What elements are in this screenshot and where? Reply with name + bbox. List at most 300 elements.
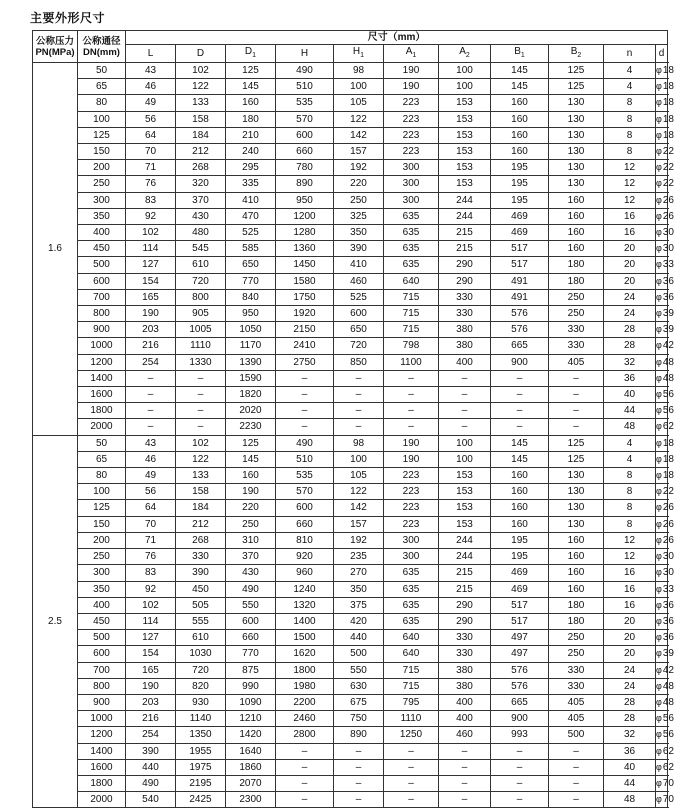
table-cell: 12 bbox=[604, 192, 656, 208]
dims-header: 尺寸（mm） bbox=[126, 31, 668, 45]
table-cell: 1400 bbox=[276, 613, 334, 629]
table-cell: 720 bbox=[176, 273, 226, 289]
table-cell: 1820 bbox=[226, 387, 276, 403]
table-cell: 890 bbox=[276, 176, 334, 192]
phi-symbol: φ bbox=[656, 275, 662, 286]
phi-symbol: φ bbox=[656, 389, 662, 400]
table-cell: 1210 bbox=[226, 711, 276, 727]
table-cell: 650 bbox=[226, 257, 276, 273]
table-cell: 24 bbox=[604, 678, 656, 694]
table-cell: 665 bbox=[491, 694, 549, 710]
table-cell: 290 bbox=[439, 273, 491, 289]
table-row bbox=[33, 532, 668, 548]
pn-group-cell: 2.5 bbox=[33, 435, 78, 808]
column-header: D bbox=[176, 45, 226, 63]
table-cell: φ36 bbox=[656, 289, 668, 305]
phi-symbol: φ bbox=[656, 227, 662, 238]
table-cell: 235 bbox=[334, 549, 384, 565]
table-cell: 715 bbox=[384, 662, 439, 678]
table-row bbox=[33, 79, 668, 95]
dn-header bbox=[78, 31, 126, 63]
phi-symbol: φ bbox=[656, 291, 662, 302]
table-cell: 800 bbox=[78, 678, 126, 694]
table-cell: 600 bbox=[226, 613, 276, 629]
table-cell: 576 bbox=[491, 678, 549, 694]
table-cell: – bbox=[384, 419, 439, 435]
table-cell: 125 bbox=[226, 63, 276, 79]
table-row bbox=[33, 225, 668, 241]
table-cell: 160 bbox=[491, 484, 549, 500]
phi-symbol: φ bbox=[656, 210, 662, 221]
table-cell: 400 bbox=[439, 694, 491, 710]
table-cell: – bbox=[276, 419, 334, 435]
table-row bbox=[33, 613, 668, 629]
table-cell: 98 bbox=[334, 63, 384, 79]
table-row bbox=[33, 306, 668, 322]
table-cell: 470 bbox=[226, 208, 276, 224]
table-cell: 28 bbox=[604, 338, 656, 354]
table-cell: – bbox=[334, 759, 384, 775]
table-cell: 24 bbox=[604, 289, 656, 305]
table-cell: 1200 bbox=[276, 208, 334, 224]
table-cell: 145 bbox=[226, 79, 276, 95]
table-cell: 1360 bbox=[276, 241, 334, 257]
table-cell: 1330 bbox=[176, 354, 226, 370]
table-cell: 122 bbox=[334, 484, 384, 500]
table-cell: 244 bbox=[439, 532, 491, 548]
table-cell: 216 bbox=[126, 338, 176, 354]
table-cell: 770 bbox=[226, 646, 276, 662]
table-cell: 300 bbox=[384, 532, 439, 548]
table-cell: 640 bbox=[384, 630, 439, 646]
table-cell: 330 bbox=[549, 662, 604, 678]
table-row bbox=[33, 759, 668, 775]
table-cell: φ26 bbox=[656, 516, 668, 532]
table-cell: 223 bbox=[384, 95, 439, 111]
table-cell: 190 bbox=[226, 484, 276, 500]
table-row bbox=[33, 95, 668, 111]
table-cell: 8 bbox=[604, 111, 656, 127]
table-cell: 610 bbox=[176, 257, 226, 273]
table-cell: φ56 bbox=[656, 403, 668, 419]
table-cell: 469 bbox=[491, 208, 549, 224]
table-cell: 330 bbox=[176, 549, 226, 565]
table-cell: 480 bbox=[176, 225, 226, 241]
table-cell: 2150 bbox=[276, 322, 334, 338]
table-cell: 1280 bbox=[276, 225, 334, 241]
table-cell: φ56 bbox=[656, 387, 668, 403]
table-cell: φ18 bbox=[656, 451, 668, 467]
table-cell: 125 bbox=[78, 500, 126, 516]
table-cell: 517 bbox=[491, 597, 549, 613]
table-cell: 570 bbox=[276, 111, 334, 127]
table-cell: 12 bbox=[604, 176, 656, 192]
table-cell: 127 bbox=[126, 630, 176, 646]
table-cell: 1800 bbox=[276, 662, 334, 678]
table-cell: – bbox=[439, 419, 491, 435]
column-header: n bbox=[604, 45, 656, 63]
table-cell: 102 bbox=[126, 225, 176, 241]
table-cell: – bbox=[491, 775, 549, 791]
table-cell: 24 bbox=[604, 306, 656, 322]
table-cell: 1500 bbox=[276, 630, 334, 646]
table-cell: 660 bbox=[276, 144, 334, 160]
table-cell: φ39 bbox=[656, 646, 668, 662]
table-cell: φ33 bbox=[656, 257, 668, 273]
table-cell: 400 bbox=[439, 711, 491, 727]
table-cell: 98 bbox=[334, 435, 384, 451]
table-row bbox=[33, 549, 668, 565]
table-cell: 145 bbox=[491, 79, 549, 95]
table-cell: 550 bbox=[334, 662, 384, 678]
table-cell: 20 bbox=[604, 630, 656, 646]
table-cell: 8 bbox=[604, 516, 656, 532]
table-cell: 184 bbox=[176, 127, 226, 143]
table-cell: 100 bbox=[78, 111, 126, 127]
table-cell: 40 bbox=[604, 759, 656, 775]
table-cell: – bbox=[276, 759, 334, 775]
table-cell: 64 bbox=[126, 500, 176, 516]
table-cell: 210 bbox=[226, 127, 276, 143]
table-cell: 497 bbox=[491, 646, 549, 662]
table-cell: 160 bbox=[491, 468, 549, 484]
table-cell: 160 bbox=[491, 516, 549, 532]
table-cell: 450 bbox=[176, 581, 226, 597]
table-cell: – bbox=[176, 419, 226, 435]
table-cell: 102 bbox=[176, 63, 226, 79]
table-cell: 20 bbox=[604, 273, 656, 289]
table-cell: 400 bbox=[78, 225, 126, 241]
table-cell: 600 bbox=[276, 500, 334, 516]
table-cell: 215 bbox=[439, 241, 491, 257]
table-cell: 100 bbox=[439, 435, 491, 451]
table-cell: 1250 bbox=[384, 727, 439, 743]
table-cell: 405 bbox=[549, 711, 604, 727]
table-cell: 330 bbox=[549, 678, 604, 694]
table-cell: 223 bbox=[384, 111, 439, 127]
table-cell: 65 bbox=[78, 79, 126, 95]
table-row bbox=[33, 678, 668, 694]
table-cell: 555 bbox=[176, 613, 226, 629]
table-cell: 300 bbox=[78, 565, 126, 581]
table-cell: 770 bbox=[226, 273, 276, 289]
table-cell: φ18 bbox=[656, 468, 668, 484]
table-cell: 223 bbox=[384, 468, 439, 484]
phi-symbol: φ bbox=[656, 551, 662, 562]
table-cell: 100 bbox=[334, 451, 384, 467]
table-cell: 100 bbox=[78, 484, 126, 500]
table-cell: 497 bbox=[491, 630, 549, 646]
table-cell: 1980 bbox=[276, 678, 334, 694]
table-cell: 570 bbox=[276, 484, 334, 500]
table-cell: 675 bbox=[334, 694, 384, 710]
table-cell: 215 bbox=[439, 565, 491, 581]
table-cell: 900 bbox=[491, 354, 549, 370]
table-cell: φ22 bbox=[656, 484, 668, 500]
table-cell: 216 bbox=[126, 711, 176, 727]
table-cell: 1050 bbox=[226, 322, 276, 338]
table-cell: φ62 bbox=[656, 759, 668, 775]
table-cell: 635 bbox=[384, 581, 439, 597]
table-cell: 517 bbox=[491, 257, 549, 273]
table-cell: 330 bbox=[439, 306, 491, 322]
table-cell: 430 bbox=[226, 565, 276, 581]
phi-symbol: φ bbox=[656, 356, 662, 367]
table-cell: 1200 bbox=[78, 727, 126, 743]
table-cell: – bbox=[276, 743, 334, 759]
table-cell: – bbox=[491, 387, 549, 403]
table-cell: 540 bbox=[126, 792, 176, 808]
table-row bbox=[33, 403, 668, 419]
table-cell: 83 bbox=[126, 192, 176, 208]
table-cell: 1240 bbox=[276, 581, 334, 597]
table-cell: φ18 bbox=[656, 435, 668, 451]
table-cell: – bbox=[549, 370, 604, 386]
table-cell: – bbox=[334, 403, 384, 419]
table-cell: 2460 bbox=[276, 711, 334, 727]
table-cell: – bbox=[334, 387, 384, 403]
table-cell: 2800 bbox=[276, 727, 334, 743]
table-cell: 49 bbox=[126, 95, 176, 111]
table-cell: 1200 bbox=[78, 354, 126, 370]
table-cell: – bbox=[384, 775, 439, 791]
table-cell: 200 bbox=[78, 532, 126, 548]
table-cell: 268 bbox=[176, 532, 226, 548]
table-cell: φ62 bbox=[656, 419, 668, 435]
table-cell: 130 bbox=[549, 160, 604, 176]
table-cell: 150 bbox=[78, 516, 126, 532]
table-cell: 125 bbox=[226, 435, 276, 451]
table-cell: 600 bbox=[276, 127, 334, 143]
table-cell: 300 bbox=[384, 192, 439, 208]
table-cell: 8 bbox=[604, 484, 656, 500]
table-cell: 380 bbox=[439, 662, 491, 678]
table-cell: 840 bbox=[226, 289, 276, 305]
table-row bbox=[33, 387, 668, 403]
column-header: $A_2$ bbox=[439, 45, 491, 63]
table-row bbox=[33, 597, 668, 613]
table-row bbox=[33, 111, 668, 127]
table-cell: 70 bbox=[126, 144, 176, 160]
table-cell: 1170 bbox=[226, 338, 276, 354]
table-cell: 491 bbox=[491, 273, 549, 289]
table-cell: 130 bbox=[549, 500, 604, 516]
table-cell: 2410 bbox=[276, 338, 334, 354]
table-cell: 300 bbox=[384, 176, 439, 192]
table-cell: 750 bbox=[334, 711, 384, 727]
table-cell: – bbox=[384, 403, 439, 419]
table-cell: – bbox=[491, 743, 549, 759]
table-cell: 12 bbox=[604, 532, 656, 548]
table-cell: – bbox=[549, 759, 604, 775]
table-cell: φ26 bbox=[656, 208, 668, 224]
table-cell: φ26 bbox=[656, 532, 668, 548]
table-cell: 535 bbox=[276, 95, 334, 111]
phi-symbol: φ bbox=[656, 518, 662, 529]
table-cell: – bbox=[126, 387, 176, 403]
table-cell: 700 bbox=[78, 289, 126, 305]
column-header: $B_1$ bbox=[491, 45, 549, 63]
table-row bbox=[33, 370, 668, 386]
table-cell: 585 bbox=[226, 241, 276, 257]
table-cell: – bbox=[334, 419, 384, 435]
phi-symbol: φ bbox=[656, 97, 662, 108]
table-cell: 44 bbox=[604, 403, 656, 419]
table-cell: 665 bbox=[491, 338, 549, 354]
table-cell: 1390 bbox=[226, 354, 276, 370]
table-cell: 127 bbox=[126, 257, 176, 273]
table-cell: φ26 bbox=[656, 192, 668, 208]
table-cell: 223 bbox=[384, 144, 439, 160]
table-cell: 960 bbox=[276, 565, 334, 581]
table-cell: 250 bbox=[334, 192, 384, 208]
table-cell: 8 bbox=[604, 500, 656, 516]
table-cell: 150 bbox=[78, 144, 126, 160]
table-cell: 875 bbox=[226, 662, 276, 678]
table-cell: 2425 bbox=[176, 792, 226, 808]
table-cell: 350 bbox=[334, 225, 384, 241]
table-cell: 180 bbox=[549, 273, 604, 289]
table-cell: 460 bbox=[334, 273, 384, 289]
table-cell: 820 bbox=[176, 678, 226, 694]
table-cell: 491 bbox=[491, 289, 549, 305]
table-cell: 130 bbox=[549, 144, 604, 160]
table-cell: 310 bbox=[226, 532, 276, 548]
table-cell: 2070 bbox=[226, 775, 276, 791]
table-cell: φ36 bbox=[656, 630, 668, 646]
table-cell: 535 bbox=[276, 468, 334, 484]
table-cell: 990 bbox=[226, 678, 276, 694]
table-cell: 212 bbox=[176, 516, 226, 532]
table-cell: – bbox=[439, 775, 491, 791]
table-cell: 660 bbox=[276, 516, 334, 532]
table-cell: 370 bbox=[226, 549, 276, 565]
table-cell: 1580 bbox=[276, 273, 334, 289]
table-cell: 250 bbox=[549, 646, 604, 662]
table-cell: 1920 bbox=[276, 306, 334, 322]
table-cell: 254 bbox=[126, 727, 176, 743]
table-cell: 400 bbox=[439, 354, 491, 370]
table-cell: 28 bbox=[604, 711, 656, 727]
table-cell: – bbox=[439, 370, 491, 386]
table-cell: 920 bbox=[276, 549, 334, 565]
table-cell: 490 bbox=[276, 63, 334, 79]
table-cell: 469 bbox=[491, 565, 549, 581]
table-cell: 1320 bbox=[276, 597, 334, 613]
phi-symbol: φ bbox=[656, 664, 662, 675]
table-cell: 2230 bbox=[226, 419, 276, 435]
table-cell: 71 bbox=[126, 160, 176, 176]
table-row bbox=[33, 435, 668, 451]
dn-header-line1: 公称通径 bbox=[82, 35, 121, 47]
table-cell: 70 bbox=[126, 516, 176, 532]
table-cell: 420 bbox=[334, 613, 384, 629]
table-cell: 350 bbox=[78, 581, 126, 597]
table-cell: 800 bbox=[176, 289, 226, 305]
phi-symbol: φ bbox=[656, 308, 662, 319]
table-cell: 410 bbox=[226, 192, 276, 208]
table-cell: 244 bbox=[439, 549, 491, 565]
table-row bbox=[33, 565, 668, 581]
table-cell: 600 bbox=[334, 306, 384, 322]
table-cell: 157 bbox=[334, 144, 384, 160]
table-cell: 160 bbox=[549, 241, 604, 257]
table-cell: φ18 bbox=[656, 79, 668, 95]
table-cell: φ30 bbox=[656, 241, 668, 257]
table-cell: 469 bbox=[491, 225, 549, 241]
table-cell: 380 bbox=[439, 678, 491, 694]
table-cell: 153 bbox=[439, 468, 491, 484]
column-header: $A_1$ bbox=[384, 45, 439, 63]
table-cell: 810 bbox=[276, 532, 334, 548]
phi-symbol: φ bbox=[656, 729, 662, 740]
table-cell: 190 bbox=[126, 306, 176, 322]
table-cell: – bbox=[549, 419, 604, 435]
phi-symbol: φ bbox=[656, 794, 662, 805]
table-cell: φ36 bbox=[656, 597, 668, 613]
column-header: d bbox=[656, 45, 668, 63]
table-cell: 390 bbox=[176, 565, 226, 581]
table-cell: 545 bbox=[176, 241, 226, 257]
phi-symbol: φ bbox=[656, 502, 662, 513]
table-cell: φ70 bbox=[656, 775, 668, 791]
phi-symbol: φ bbox=[656, 162, 662, 173]
table-cell: 36 bbox=[604, 743, 656, 759]
table-cell: 993 bbox=[491, 727, 549, 743]
table-cell: 390 bbox=[126, 743, 176, 759]
table-cell: 440 bbox=[126, 759, 176, 775]
table-cell: 76 bbox=[126, 549, 176, 565]
table-cell: 24 bbox=[604, 662, 656, 678]
table-cell: – bbox=[276, 387, 334, 403]
table-cell: 28 bbox=[604, 694, 656, 710]
column-header: $D_1$ bbox=[226, 45, 276, 63]
table-cell: 12 bbox=[604, 160, 656, 176]
table-cell: 1400 bbox=[78, 743, 126, 759]
table-cell: 1030 bbox=[176, 646, 226, 662]
table-cell: 405 bbox=[549, 354, 604, 370]
table-cell: 8 bbox=[604, 127, 656, 143]
table-cell: 1110 bbox=[384, 711, 439, 727]
table-cell: φ33 bbox=[656, 581, 668, 597]
table-cell: 180 bbox=[549, 613, 604, 629]
table-cell: 330 bbox=[439, 630, 491, 646]
table-cell: 1600 bbox=[78, 387, 126, 403]
table-cell: 469 bbox=[491, 581, 549, 597]
table-cell: 505 bbox=[176, 597, 226, 613]
table-cell: 930 bbox=[176, 694, 226, 710]
table-cell: φ30 bbox=[656, 225, 668, 241]
table-cell: – bbox=[491, 759, 549, 775]
table-cell: 32 bbox=[604, 727, 656, 743]
table-row bbox=[33, 451, 668, 467]
table-cell: 900 bbox=[491, 711, 549, 727]
table-cell: 153 bbox=[439, 127, 491, 143]
table-cell: 320 bbox=[176, 176, 226, 192]
table-row bbox=[33, 727, 668, 743]
table-cell: 122 bbox=[334, 111, 384, 127]
table-row bbox=[33, 127, 668, 143]
table-cell: 180 bbox=[226, 111, 276, 127]
table-cell: – bbox=[439, 403, 491, 419]
table-cell: 130 bbox=[549, 127, 604, 143]
table-cell: – bbox=[439, 743, 491, 759]
phi-symbol: φ bbox=[656, 129, 662, 140]
table-cell: 16 bbox=[604, 597, 656, 613]
table-cell: 1620 bbox=[276, 646, 334, 662]
table-cell: – bbox=[176, 403, 226, 419]
table-cell: 203 bbox=[126, 694, 176, 710]
